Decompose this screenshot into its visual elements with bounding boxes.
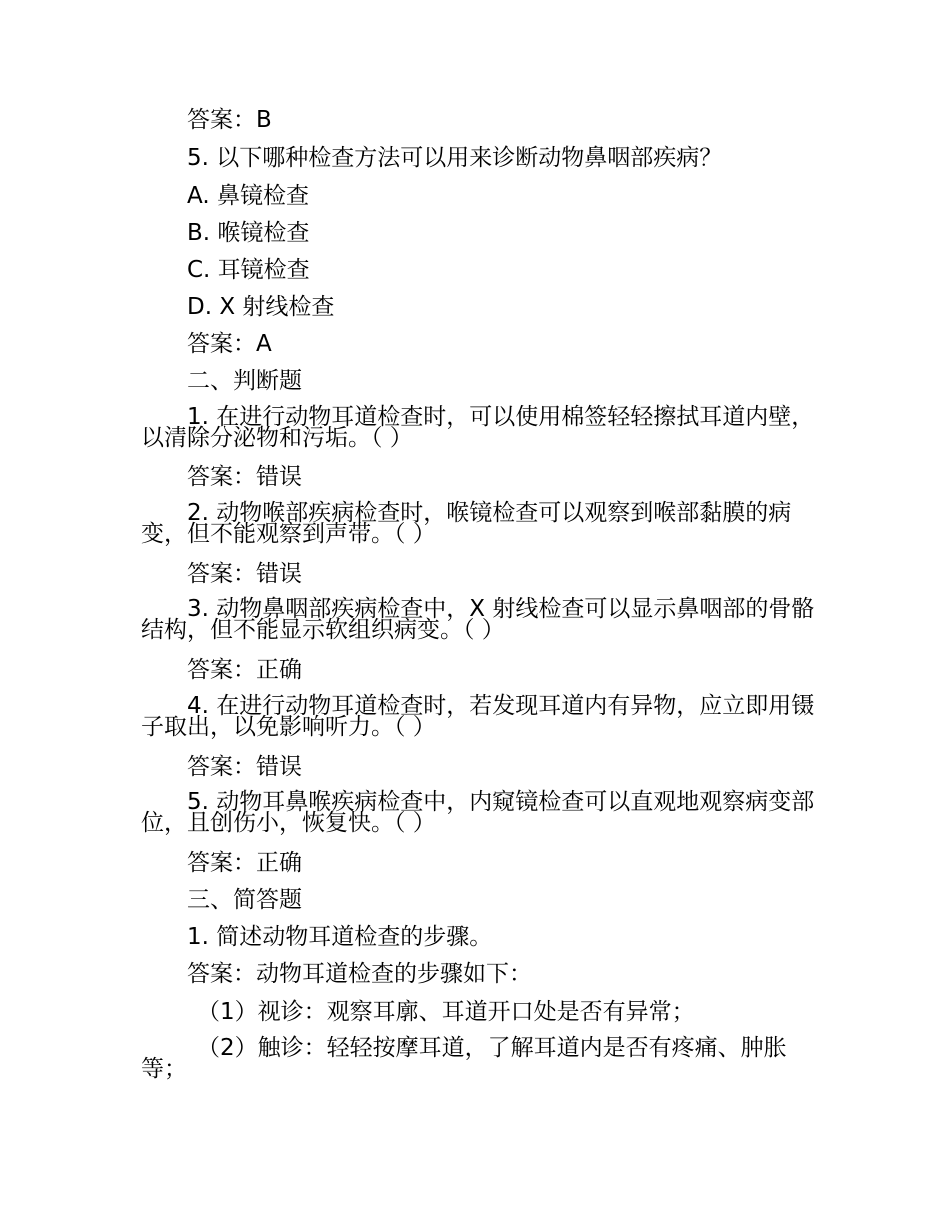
section-heading-true-false: 二、判断题 (187, 368, 302, 394)
tf-question-3: 3. 动物鼻咽部疾病检查中，X 射线检查可以显示鼻咽部的骨骼结构，但不能显示软组织病变。（ ） (141, 596, 815, 643)
section-heading-short-answer: 三、简答题 (187, 887, 302, 913)
tf-question-2: 2. 动物喉部疾病检查时，喉镜检查可以观察到喉部黏膜的病变，但不能观察到声带。（ ） (141, 500, 792, 547)
tf-question-1: 1. 在进行动物耳道检查时，可以使用棉签轻轻擦拭耳道内壁，以清除分泌物和污垢。（ ） (141, 404, 815, 451)
sa-step-2: （2）触诊：轻轻按摩耳道，了解耳道内是否有疼痛、肿胀等； (141, 1035, 787, 1082)
option-b: B. 喉镜检查 (187, 220, 310, 246)
tf-question-4: 4. 在进行动物耳道检查时，若发现耳道内有异物，应立即用镊子取出，以免影响听力。（ ） (141, 693, 815, 740)
sa-step-1: （1）视诊：观察耳廓、耳道开口处是否有异常； (197, 999, 695, 1025)
answer-line: 答案：B (187, 107, 272, 133)
tf-answer-5: 答案：正确 (187, 850, 302, 876)
option-d: D. X 射线检查 (187, 294, 335, 320)
option-c: C. 耳镜检查 (187, 257, 310, 283)
sa-answer-intro: 答案：动物耳道检查的步骤如下： (187, 961, 532, 987)
sa-question-1: 1. 简述动物耳道检查的步骤。 (187, 924, 493, 950)
tf-answer-3: 答案：正确 (187, 657, 302, 683)
tf-answer-1: 答案：错误 (187, 464, 302, 490)
question-text: 5. 以下哪种检查方法可以用来诊断动物鼻咽部疾病？ (187, 145, 723, 171)
answer-line: 答案：A (187, 331, 272, 357)
tf-question-5: 5. 动物耳鼻喉疾病检查中，内窥镜检查可以直观地观察病变部位，且创伤小，恢复快。（ ） (141, 789, 815, 836)
tf-answer-2: 答案：错误 (187, 561, 302, 587)
option-a: A. 鼻镜检查 (187, 183, 309, 209)
tf-answer-4: 答案：错误 (187, 754, 302, 780)
